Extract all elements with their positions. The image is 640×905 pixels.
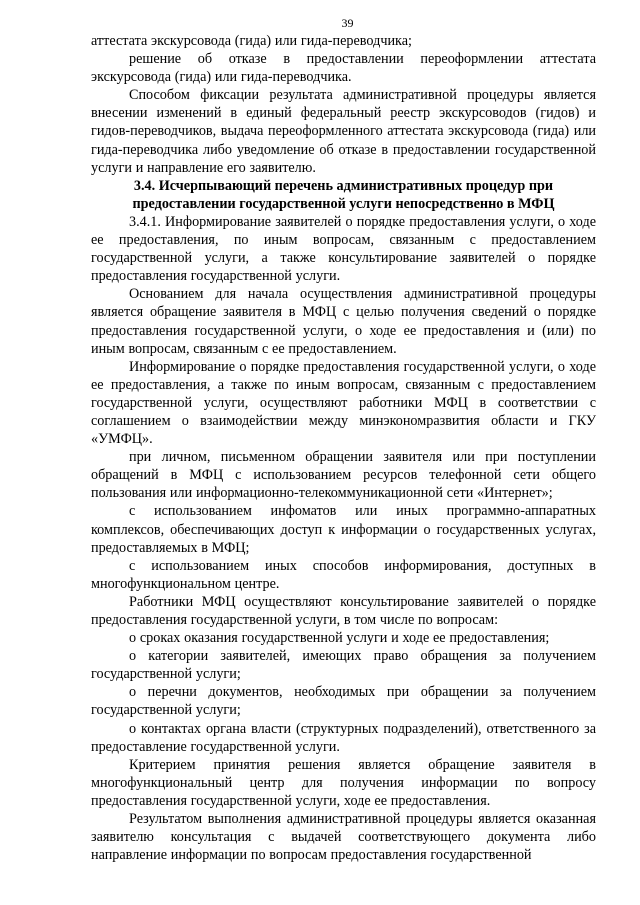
paragraph-fixation-method: Способом фиксации результата административной процедуры является внесении изменений в единый федеральный реестр экскурсоводов (гидов) и гидов-переводчиков, выдача переоформленного аттестата экскурсовода (гида) или гида-переводчика либо уведомление об отказе в предоставлении государственной услуги и направление его заявителю. xyxy=(91,87,596,176)
paragraph-documents-list: о перечни документов, необходимых при обращении за получением государственной услуги; xyxy=(91,684,596,719)
section-heading: 3.4. Исчерпывающий перечень административных процедур при предоставлении государственной услуги непосредственно в МФЦ xyxy=(132,177,555,212)
paragraph-refusal-decision: решение об отказе в предоставлении переоформлении аттестата экскурсовода (гида) или гида-переводчика. xyxy=(91,51,596,86)
paragraph-personal-appeal: при личном, письменном обращении заявителя или при поступлении обращений в МФЦ с использованием ресурсов телефонной сети общего пользования или информационно-телекоммуникационной сети «Интернет»; xyxy=(91,449,596,502)
paragraph-basis: Основанием для начала осуществления административной процедуры является обращение заявителя в МФЦ с целью получения сведений о порядке предоставления государственной услуги, о ходе ее предоставления и (или) по иным вопросам, связанным с ее предоставлением. xyxy=(91,286,596,357)
paragraph-attestat-line: аттестата экскурсовода (гида) или гида-переводчика; xyxy=(91,33,412,49)
paragraph-result: Результатом выполнения административной процедуры является оказанная заявителю консультация с выдачей соответствующего документа либо направление информации по вопросам предоставления государственной xyxy=(91,811,596,864)
paragraph-categories: о категории заявителей, имеющих право обращения за получением государственной услуги; xyxy=(91,648,596,683)
paragraph-consulting: Работники МФЦ осуществляют консультирование заявителей о порядке предоставления государственной услуги, в том числе по вопросам: xyxy=(91,593,596,628)
paragraph-criterion: Критерием принятия решения является обращение заявителя в многофункциональный центр для получения информации по вопросу предоставления государственной услуги, ходе ее предоставления. xyxy=(91,756,596,809)
paragraph-3-4-1: 3.4.1. Информирование заявителей о порядке предоставления услуги, о ходе ее предоставления, по иным вопросам, связанным с предоставлением государственной услуги, а также консультирование заявителей о порядке предоставления государственной услуги. xyxy=(91,213,596,285)
page-number: 39 xyxy=(341,16,354,30)
paragraph-terms: о сроках оказания государственной услуги и ходе ее предоставления; xyxy=(129,630,550,647)
document-page xyxy=(91,14,596,864)
paragraph-informing: Информирование о порядке предоставления государственной услуги, о ходе ее предоставления, а также по иным вопросам, связанным с предоставлением государственной услуги, осуществляют работники МФЦ в соответствии с соглашением о взаимодействии между минэкономразвития области и ГКУ «УМФЦ». xyxy=(91,358,596,448)
paragraph-contacts: о контактах органа власти (структурных подразделений), ответственного за предоставление государственной услуги. xyxy=(91,720,596,755)
paragraph-infomats: с использованием инфоматов или иных программно-аппаратных комплексов, обеспечивающих доступ к информации о государственных услугах, предоставляемых в МФЦ; xyxy=(91,503,596,556)
paragraph-other-methods: с использованием иных способов информирования, доступных в многофункциональном центре. xyxy=(91,557,596,592)
